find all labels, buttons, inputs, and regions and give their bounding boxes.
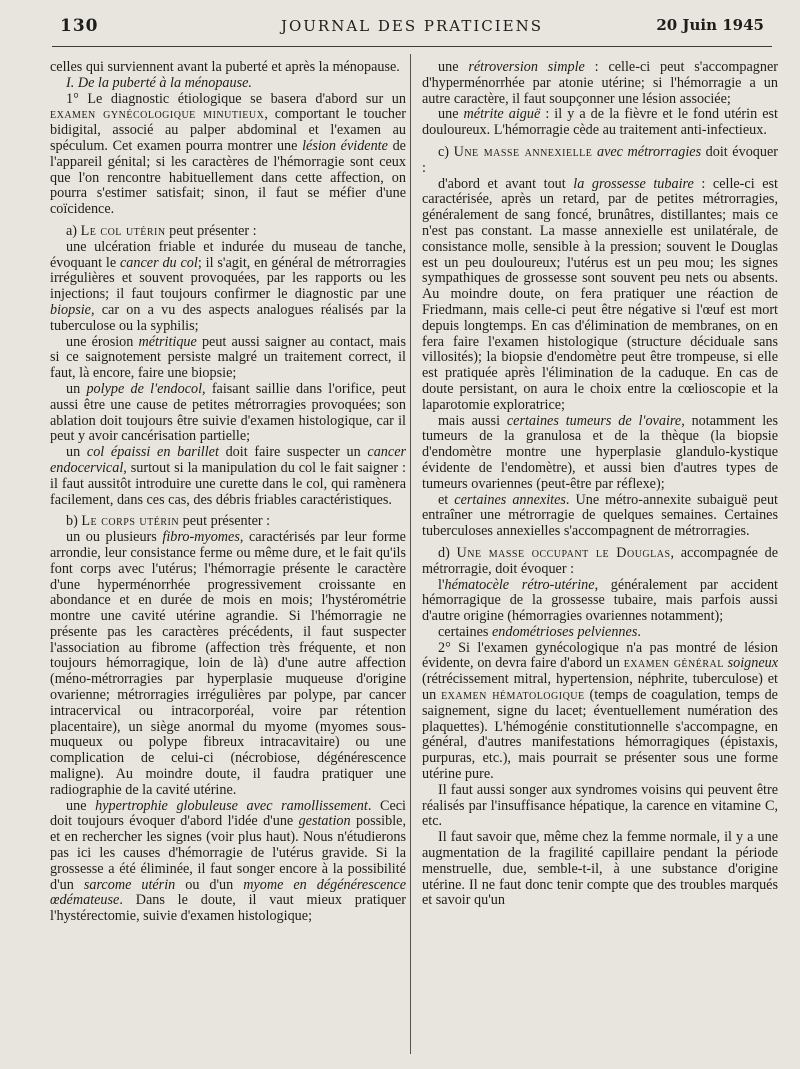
- italic-term: hypertrophie globuleuse avec ramollissement: [95, 797, 368, 814]
- italic-term: col épaissi en barillet: [86, 444, 219, 461]
- text-run: un: [66, 444, 87, 461]
- text-run: : celle-ci peut s'accompagner d'hyperménorrhée par atonie utérine; si l'hémorragie a un autre caractère, il faut soupçonner une lésion associée;: [422, 60, 778, 107]
- issue-date: 20 Juin 1945: [656, 16, 764, 34]
- small-caps-term: Une masse annexielle: [453, 143, 593, 160]
- text-run: , car on a vu des aspects analogues réalisés par la tuberculose ou la syphilis;: [50, 301, 406, 334]
- paragraph: Il faut aussi songer aux syndromes voisins qui peuvent être réalisés par l'insuffisance hépatique, la carence en vitamine C, etc.: [422, 781, 778, 830]
- paragraph: [422, 625, 778, 641]
- italic-term: avec métrorragies: [596, 143, 702, 160]
- text-run: un ou plusieurs: [66, 529, 163, 546]
- italic-term: myome en dégénérescence œdémateuse: [50, 876, 406, 909]
- text-run: et: [438, 491, 455, 508]
- text-run: . Dans le doute, il vaut mieux pratiquer l'hystérectomie, suivie d'examen histologique;: [50, 892, 406, 925]
- paragraph: [50, 445, 406, 508]
- small-caps-term: Le col utérin: [80, 222, 166, 239]
- text-run: l': [438, 576, 445, 593]
- left-column: [50, 60, 406, 1060]
- text-run: (rétrécissement mitral, hypertension, néphrite, tuberculose) et un: [422, 671, 778, 704]
- italic-term: fibro-myomes: [162, 529, 240, 546]
- page-header: [52, 14, 772, 40]
- small-caps-term: examen gynécologique minutieux: [50, 106, 265, 123]
- text-run: , surtout si la manipulation du col le fait saigner : il faut aussitôt introduire une curette dans le col, qui ramènera facilement, dans ces cas, des débris friables caractéristiques.: [50, 459, 406, 508]
- subsection-heading: [50, 224, 406, 240]
- paragraph: [422, 578, 778, 625]
- text-run: de l'appareil génital; si les caractères de l'hémorragie sont ceux que l'on rencontre habituellement dans cette affection, on pourra s'estimer satisfait; sinon, il faut se méfier d'une coïcidence.: [50, 137, 406, 218]
- text-run: : celle-ci est caractérisée, après un retard, par de petites métrorragies, généralement de sang foncé, brunâtres, distillantes; mais ce n'est pas constant. La masse annexielle est unilatérale, de consistance molle, sensible à la pression; souvent le Douglas est un peu douloureux; l'utérus est un peu mou; les signes sympathiques de grossesse sont souvent peu nets ou absents. Au moindre doute, on fera pratiquer une réaction de Friedmann, mais celle-ci peut être négative si l'œuf est mort depuis longtemps. En cas d'élimination de membranes, on en fera faire l'examen histologique (structure déciduale sans villosités); la biopsie d'endomètre peut être trompeuse, si elle est pratiquée après l'élimination de la caduque. En cas de doute persistant, on aura le choix entre la cœlioscopie et la laparotomie exploratrice;: [422, 175, 778, 413]
- small-caps-term: Le corps utérin: [81, 513, 180, 530]
- italic-term: lésion évidente: [302, 137, 388, 154]
- section-heading-text: I. De la puberté à la ménopause.: [66, 74, 252, 91]
- text-run: une érosion: [66, 333, 139, 350]
- paragraph: [422, 60, 778, 107]
- italic-term: métrite aiguë: [463, 106, 541, 123]
- text-run: b): [66, 513, 82, 530]
- text-run: a): [66, 222, 81, 239]
- text-run: possible, et en rechercher les signes (voir plus haut). Nous n'étudierons pas ici les causes d'hémorragie de l'utérus gravide. Si la grossesse a été éliminée, il faut songer encore à la possibilité d'un: [50, 813, 406, 893]
- paragraph: [50, 240, 406, 335]
- text-run: , accompagnée de métrorragie, doit évoquer :: [422, 544, 778, 577]
- text-run: , faisant saillie dans l'orifice, peut aussi être une cause de petites métrorragies provoquées; son ablation doit toujours être suivie d'examen histologique, car il peut y avoir cancérisation partielle;: [50, 380, 406, 445]
- text-run: une: [66, 797, 96, 814]
- paragraph: [50, 799, 406, 925]
- text-run: ; il s'agit, en général de métrorragies irrégulières et souvent provoquées, par les rapports ou les injections; il faut toujours confirmer le diagnostic par une: [50, 254, 406, 303]
- right-column: [422, 60, 778, 1060]
- italic-term: soigneux: [727, 655, 778, 672]
- subsection-heading: [422, 546, 778, 578]
- paragraph: [50, 530, 406, 799]
- text-run: une: [438, 106, 464, 123]
- italic-term: hématocèle rétro-utérine: [444, 576, 595, 593]
- text-run: d'abord et avant tout: [438, 175, 574, 192]
- italic-term: cancer du col: [119, 254, 198, 271]
- italic-term: certaines annexites: [454, 491, 566, 508]
- text-run: peut présenter :: [179, 513, 271, 530]
- small-caps-term: examen général: [623, 655, 724, 672]
- text-run: , notamment les tumeurs de la granulosa et de la thèque (la biopsie d'endomètre montre une hyperplasie glandulo-kystique évidente de l'endomètre), et aussi bien d'autres types de tumeurs ovariennes (peut-être par réflexe);: [422, 412, 778, 492]
- text-run: c): [438, 143, 454, 160]
- paragraph: [50, 335, 406, 382]
- text-run: mais aussi: [438, 412, 507, 429]
- column-divider: [410, 54, 411, 1054]
- text-run: , comportant le toucher bidigital, associé au palper abdominal et l'examen au spéculum. Cet examen pourra montrer une: [50, 106, 406, 154]
- text-run: ou d'un: [175, 876, 244, 893]
- text-run: doit évoquer :: [422, 143, 778, 176]
- small-caps-term: examen hématologique: [441, 687, 585, 704]
- text-run: peut aussi saigner au contact, mais si ce saignotement persiste malgré un traitement correct, il faut, là encore, faire une biopsie;: [50, 333, 406, 382]
- italic-term: la grossesse tubaire: [573, 175, 694, 192]
- italic-term: biopsie: [50, 301, 91, 318]
- paragraph: [50, 92, 406, 218]
- text-run: .: [637, 623, 641, 640]
- italic-term: rétroversion simple: [468, 60, 585, 75]
- text-run: . Une métro-annexite subaiguë peut entraîner une métrorragie de quelques semaines. Certaines tuberculoses annexielles s'accompagnent de métrorragies.: [422, 491, 778, 540]
- text-run: : il y a de la fièvre et le fond utérin est douloureux. L'hémorragie cède au traitement anti-infectieux.: [422, 106, 778, 139]
- paragraph: [422, 414, 778, 493]
- text-run: . Ceci doit toujours évoquer d'abord l'idée d'une: [50, 797, 406, 830]
- italic-term: sarcome utérin: [83, 876, 176, 893]
- text-run: d): [438, 544, 457, 561]
- italic-term: cancer endocervical: [50, 444, 406, 476]
- text-run: peut présenter :: [165, 222, 257, 239]
- text-run: certaines: [438, 623, 492, 640]
- text-run: (temps de coagulation, temps de saignement, signe du lacet; éventuellement numération des plaquettes). L'hémogénie constitutionnelle s'accompagne, en général, d'autres manifestations hémorragiques (épistaxis, purpuras, etc.), mais pourrait se présenter sous une forme utérine pure.: [422, 687, 778, 783]
- page-number: 130: [60, 16, 99, 36]
- paragraph: celles qui surviennent avant la puberté et après la ménopause.: [50, 60, 400, 75]
- paragraph: [422, 177, 778, 414]
- subsection-heading: [50, 514, 406, 530]
- text-run: une ulcération friable et indurée du museau de tanche, évoquant le: [50, 238, 406, 271]
- text-run: 2° Si l'examen gynécologique n'a pas montré de lésion évidente, on devra faire d'abord un: [422, 639, 778, 672]
- paragraph: [422, 493, 778, 540]
- paragraph: [422, 107, 778, 139]
- text-run: doit faire suspecter un: [218, 444, 368, 461]
- header-rule: [52, 46, 772, 47]
- text-run: , caractérisés par leur forme arrondie, leur consistance ferme ou même dure, et le fait qu'ils font corps avec l'utérus; l'hémorragie présente le caractère d'une hyperménorrhée progressivement croissante en abondance et en durée de mois en mois; l'hystérométrie montre une cavité utérine agrandie. Si l'hémorragie ne présente pas les caractères précédents, il faut suspecter l'association au fibrome (affection très fréquente, et non toujours hémorragique, loin de là) d'une autre affection (méno-métrorragies par hyperplasie muqueuse d'origine ovarienne; métrorragies irrégulières par polype, par cancer intracervical ou intracorporéal, voire par rétention placentaire), un siège anormal du myome (myomes sous-muqueux ou polype fibreux intracavitaire) ou une complication de celui-ci (nécrobiose, dégénérescence maligne). Au moindre doute, il faudra pratiquer une radiographie de la cavité utérine.: [50, 529, 406, 798]
- text-run: , généralement par accident hémorragique de la grossesse tubaire, mais parfois aussi d'autre origine (hémorragies ovariennes notamment);: [422, 576, 778, 625]
- text-run: 1° Le diagnostic étiologique se basera d'abord sur un: [66, 90, 406, 107]
- journal-title: JOURNAL DES PRATICIENS: [280, 17, 544, 35]
- subsection-heading: [422, 145, 778, 177]
- italic-term: certaines tumeurs de l'ovaire: [506, 412, 682, 429]
- section-heading: [50, 76, 406, 92]
- italic-term: gestation: [298, 813, 351, 830]
- paragraph: Il faut savoir que, même chez la femme normale, il y a une augmentation de la fragilité capillaire pendant la période menstruelle, due, semble-t-il, à une substance d'origine utérine. Il ne faut donc tenir compte que des troubles marqués et savoir qu'un: [422, 829, 778, 909]
- paragraph: [50, 382, 406, 445]
- text-run: un: [66, 380, 87, 397]
- italic-term: métritique: [138, 333, 197, 350]
- text-run: une: [438, 60, 469, 75]
- small-caps-term: Une masse occupant le Douglas: [456, 544, 671, 561]
- italic-term: polype de l'endocol: [86, 380, 203, 397]
- paragraph: [422, 641, 778, 783]
- italic-term: endométrioses pelviennes: [491, 623, 638, 640]
